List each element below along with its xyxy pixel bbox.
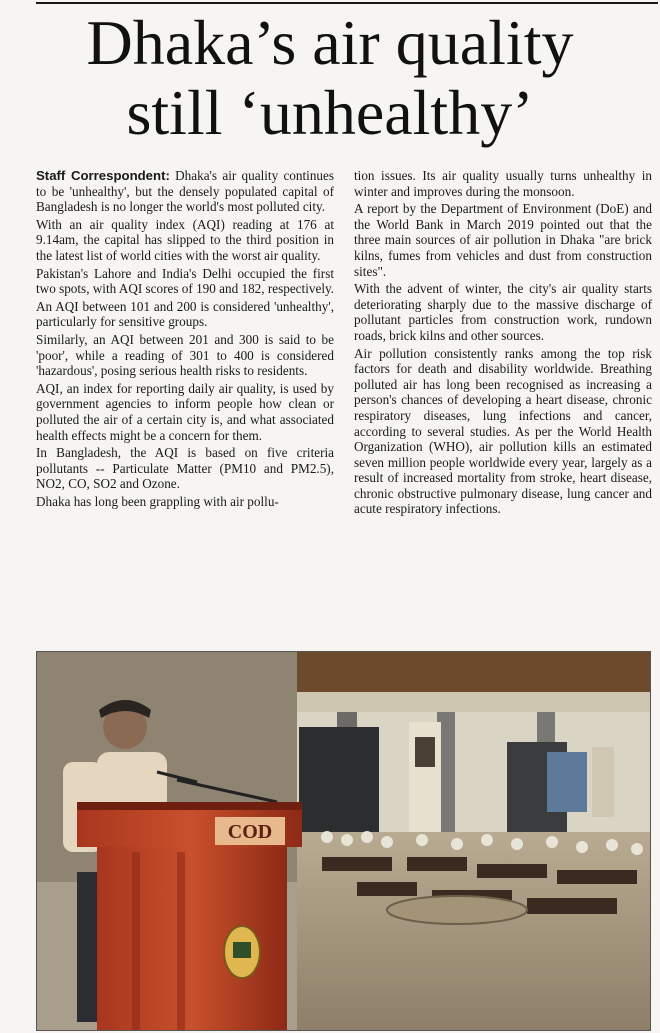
paragraph-text: Dhaka's air quality continues to be 'unhealthy', but the densely populated capital of Bangladesh is no longer the world's most polluted city.	[36, 168, 334, 215]
top-rule	[36, 2, 658, 4]
news-photo	[36, 651, 651, 1031]
article-paragraph: Similarly, an AQI between 201 and 300 is said to be 'poor', while a reading of 301 to 400 is considered 'hazardous', posing serious health risks to residents.	[36, 331, 334, 379]
headline	[0, 8, 660, 148]
article-paragraph: A report by the Department of Environment (DoE) and the World Bank in March 2019 pointed out that the three main sources of air pollution in Dhaka "are brick kilns, fumes from vehicles and dust from construction sites".	[354, 201, 652, 279]
article-paragraph: Pakistan's Lahore and India's Delhi occupied the first two spots, with AQI scores of 190 and 182, respectively.	[36, 265, 335, 297]
photo-illustration	[37, 652, 650, 1030]
article-paragraph: Air pollution consistently ranks among the top risk factors for death and disability worldwide. Breathing polluted air has long been recognised as increasing a person's chances of developing a heart disease, chronic respiratory diseases, lung infections and cancer, according to several studies. As per the World Health Organization (WHO), air pollution kills an estimated seven million people worldwide every year, largely as a result of increased mortality from stroke, heart disease, chronic obstructive pulmonary disease, lung cancer and acute respiratory infections.	[354, 345, 652, 517]
article-paragraph: With an air quality index (AQI) reading at 176 at 9.14am, the capital has slipped to the third position in the latest list of world cities with the worst air quality.	[36, 216, 334, 263]
article-paragraph: With the advent of winter, the city's air quality starts deteriorating sharply due to the massive discharge of pollutant particles from construction work, rundown roads, brick kilns and other sources.	[354, 281, 652, 343]
article-body	[36, 168, 656, 638]
headline-line-2: still ‘unhealthy’	[126, 77, 534, 148]
article-paragraph: Dhaka has long been grappling with air pollu-	[36, 493, 279, 509]
article-paragraph: In Bangladesh, the AQI is based on five criteria pollutants -- Particulate Matter (PM10 and PM2.5), NO2, CO, SO2 and Ozone.	[36, 445, 334, 492]
article-column-right	[354, 168, 652, 519]
article-paragraph	[36, 168, 334, 215]
byline: Staff Correspondent:	[36, 168, 170, 183]
article-paragraph: An AQI between 101 and 200 is considered 'unhealthy', particularly for sensitive groups.	[36, 298, 334, 330]
headline-line-1: Dhaka’s air quality	[86, 7, 574, 78]
podium-label: COD	[227, 821, 273, 843]
article-paragraph: AQI, an index for reporting daily air quality, is used by government agencies to inform people how clean or polluted the air of a certain city is, and what associated health effects might be a concern for them.	[36, 380, 334, 443]
article-column-left	[36, 168, 334, 511]
article-paragraph: tion issues. Its air quality usually turns unhealthy in winter and improves during the monsoon.	[354, 168, 652, 199]
